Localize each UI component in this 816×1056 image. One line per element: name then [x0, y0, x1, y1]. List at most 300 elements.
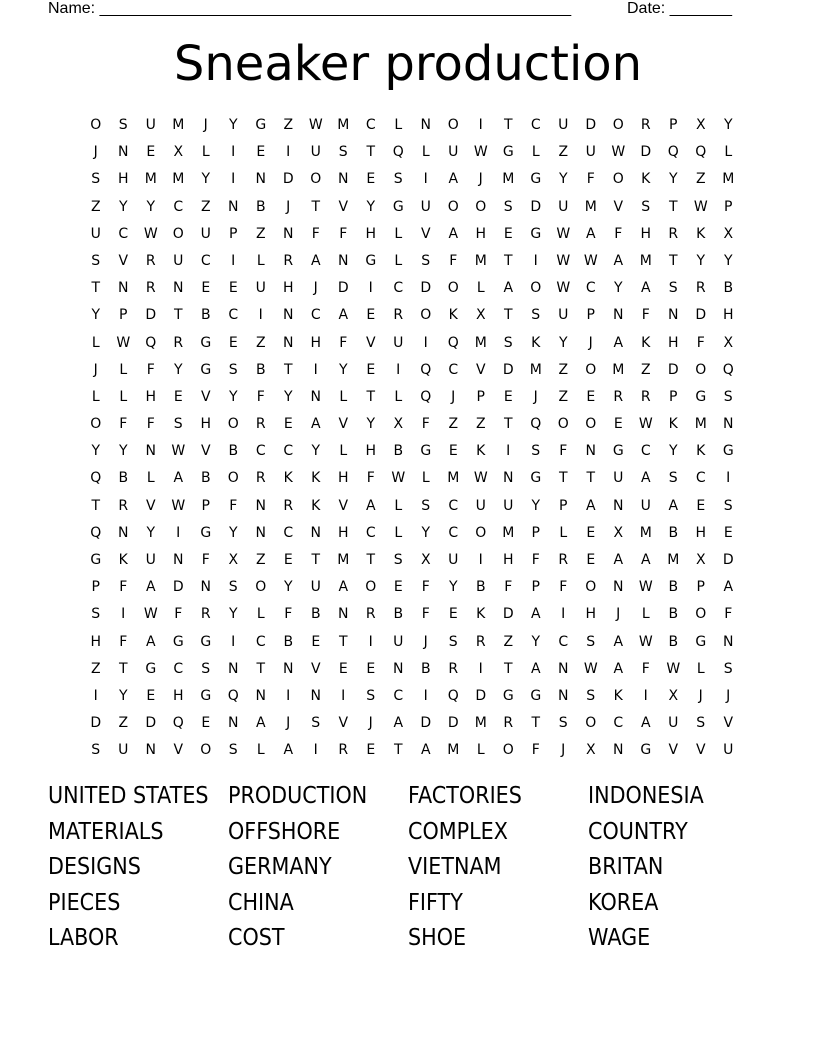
grid-cell[interactable]: S — [503, 334, 513, 351]
grid-cell[interactable]: F — [504, 579, 513, 596]
grid-cell[interactable]: L — [394, 252, 403, 269]
grid-cell[interactable]: H — [282, 280, 294, 297]
grid-cell[interactable]: I — [121, 606, 126, 623]
grid-cell[interactable]: U — [585, 144, 596, 161]
grid-cell[interactable]: C — [365, 524, 376, 541]
grid-cell[interactable]: J — [368, 715, 373, 732]
grid-cell[interactable]: D — [475, 687, 487, 704]
grid-cell[interactable]: Q — [447, 687, 459, 704]
grid-cell[interactable]: K — [531, 334, 541, 351]
grid-cell[interactable]: A — [283, 742, 294, 759]
grid-cell[interactable]: L — [641, 606, 650, 623]
grid-cell[interactable]: B — [668, 606, 679, 623]
grid-cell[interactable]: S — [201, 660, 211, 677]
grid-cell[interactable]: F — [559, 443, 568, 460]
grid-cell[interactable]: S — [366, 687, 376, 704]
grid-cell[interactable]: N — [558, 687, 569, 704]
grid-cell[interactable]: C — [228, 307, 239, 324]
grid-cell[interactable]: B — [118, 470, 129, 487]
grid-cell[interactable]: R — [200, 606, 211, 623]
grid-cell[interactable]: T — [311, 552, 321, 568]
grid-cell[interactable]: U — [558, 198, 569, 215]
grid-cell[interactable]: H — [145, 388, 157, 405]
grid-cell[interactable]: E — [586, 552, 596, 568]
grid-cell[interactable]: I — [231, 171, 236, 188]
grid-cell[interactable]: D — [502, 606, 514, 623]
grid-cell[interactable]: H — [695, 524, 707, 541]
grid-cell[interactable]: V — [118, 252, 129, 269]
grid-cell[interactable]: B — [668, 524, 679, 541]
grid-cell[interactable]: H — [722, 307, 734, 324]
grid-cell[interactable]: Y — [146, 198, 156, 215]
grid-cell[interactable]: C — [283, 443, 294, 460]
grid-cell[interactable]: O — [227, 470, 239, 487]
grid-cell[interactable]: D — [420, 715, 432, 732]
grid-cell[interactable]: Q — [392, 144, 404, 161]
grid-cell[interactable]: S — [91, 252, 101, 269]
grid-cell[interactable]: S — [91, 742, 101, 759]
grid-cell[interactable]: Q — [145, 334, 157, 351]
grid-cell[interactable]: U — [118, 742, 129, 759]
grid-cell[interactable]: A — [145, 579, 156, 596]
grid-cell[interactable]: O — [310, 171, 322, 188]
grid-cell[interactable]: E — [338, 660, 348, 677]
grid-cell[interactable]: N — [173, 552, 184, 568]
grid-cell[interactable]: M — [502, 171, 515, 188]
grid-cell[interactable]: E — [283, 416, 293, 433]
grid-cell[interactable]: P — [531, 524, 540, 541]
grid-cell[interactable]: O — [365, 579, 377, 596]
grid-cell[interactable]: J — [533, 388, 538, 405]
grid-cell[interactable]: A — [145, 633, 156, 650]
grid-cell[interactable]: B — [723, 280, 734, 297]
grid-cell[interactable]: N — [723, 416, 734, 433]
grid-cell[interactable]: Q — [227, 687, 239, 704]
grid-cell[interactable]: V — [310, 660, 321, 677]
grid-cell[interactable]: N — [283, 334, 294, 351]
grid-cell[interactable]: F — [531, 552, 540, 568]
grid-cell[interactable]: C — [283, 524, 294, 541]
grid-cell[interactable]: X — [695, 117, 706, 133]
grid-cell[interactable]: X — [695, 552, 706, 568]
grid-cell[interactable]: O — [172, 225, 184, 242]
grid-cell[interactable]: C — [448, 497, 459, 514]
grid-cell[interactable]: E — [201, 280, 211, 297]
grid-cell[interactable]: P — [559, 497, 568, 514]
grid-cell[interactable]: T — [256, 660, 266, 677]
grid-cell[interactable]: J — [423, 633, 428, 650]
grid-cell[interactable]: M — [337, 552, 350, 568]
grid-cell[interactable]: H — [502, 552, 514, 568]
grid-cell[interactable]: L — [724, 144, 733, 161]
grid-cell[interactable]: E — [723, 524, 733, 541]
grid-cell[interactable]: J — [726, 687, 731, 704]
grid-cell[interactable]: O — [530, 280, 542, 297]
grid-cell[interactable]: K — [118, 552, 128, 568]
grid-cell[interactable]: H — [90, 633, 102, 650]
grid-cell[interactable]: Z — [90, 198, 101, 215]
grid-cell[interactable]: W — [611, 144, 626, 161]
grid-cell[interactable]: G — [200, 633, 212, 650]
grid-cell[interactable]: Z — [558, 144, 569, 161]
grid-cell[interactable]: A — [365, 497, 376, 514]
grid-cell[interactable]: K — [641, 334, 651, 351]
grid-cell[interactable]: Y — [91, 443, 101, 460]
grid-cell[interactable]: R — [503, 715, 514, 732]
grid-cell[interactable]: A — [255, 715, 266, 732]
grid-cell[interactable]: I — [231, 144, 236, 161]
grid-cell[interactable]: K — [448, 307, 458, 324]
grid-cell[interactable]: F — [146, 416, 155, 433]
grid-cell[interactable]: I — [176, 524, 181, 541]
grid-cell[interactable]: F — [339, 225, 348, 242]
grid-cell[interactable]: O — [695, 606, 707, 623]
grid-cell[interactable]: G — [502, 144, 514, 161]
grid-cell[interactable]: Q — [722, 361, 734, 378]
grid-cell[interactable]: A — [640, 280, 651, 297]
grid-cell[interactable]: B — [310, 606, 321, 623]
grid-cell[interactable]: M — [474, 252, 487, 269]
grid-cell[interactable]: Z — [255, 225, 266, 242]
grid-cell[interactable]: R — [365, 606, 376, 623]
grid-cell[interactable]: N — [255, 687, 266, 704]
grid-cell[interactable]: C — [393, 687, 404, 704]
grid-cell[interactable]: S — [668, 470, 678, 487]
grid-cell[interactable]: C — [558, 633, 569, 650]
grid-cell[interactable]: E — [448, 606, 458, 623]
grid-cell[interactable]: N — [255, 524, 266, 541]
grid-cell[interactable]: A — [640, 470, 651, 487]
grid-cell[interactable]: N — [145, 443, 156, 460]
grid-cell[interactable]: O — [90, 416, 102, 433]
grid-cell[interactable]: T — [503, 117, 513, 133]
grid-cell[interactable]: G — [255, 117, 267, 133]
grid-cell[interactable]: F — [174, 606, 183, 623]
grid-cell[interactable]: F — [641, 660, 650, 677]
grid-cell[interactable]: I — [478, 117, 483, 133]
grid-cell[interactable]: L — [146, 470, 155, 487]
grid-cell[interactable]: R — [173, 334, 184, 351]
grid-cell[interactable]: V — [420, 225, 431, 242]
grid-cell[interactable]: X — [668, 687, 679, 704]
grid-cell[interactable]: B — [420, 660, 431, 677]
grid-cell[interactable]: V — [613, 198, 624, 215]
grid-cell[interactable]: F — [284, 606, 293, 623]
grid-cell[interactable]: G — [530, 687, 542, 704]
grid-cell[interactable]: U — [90, 225, 101, 242]
grid-cell[interactable]: H — [365, 443, 377, 460]
grid-cell[interactable]: B — [200, 307, 211, 324]
grid-cell[interactable]: F — [421, 416, 430, 433]
grid-cell[interactable]: V — [173, 742, 184, 759]
grid-cell[interactable]: J — [286, 198, 291, 215]
grid-cell[interactable]: P — [724, 198, 733, 215]
grid-cell[interactable]: R — [640, 117, 651, 133]
grid-cell[interactable]: U — [503, 497, 514, 514]
grid-cell[interactable]: S — [723, 497, 733, 514]
grid-cell[interactable]: H — [337, 470, 349, 487]
grid-cell[interactable]: E — [586, 524, 596, 541]
grid-cell[interactable]: A — [613, 334, 624, 351]
grid-cell[interactable]: F — [614, 225, 623, 242]
grid-cell[interactable]: V — [338, 198, 349, 215]
grid-cell[interactable]: K — [668, 416, 678, 433]
grid-cell[interactable]: F — [119, 416, 128, 433]
grid-cell[interactable]: D — [667, 361, 679, 378]
grid-cell[interactable]: R — [475, 633, 486, 650]
grid-cell[interactable]: D — [90, 715, 102, 732]
grid-cell[interactable]: B — [668, 633, 679, 650]
grid-cell[interactable]: O — [200, 742, 212, 759]
grid-cell[interactable]: D — [282, 171, 294, 188]
grid-cell[interactable]: I — [561, 606, 566, 623]
grid-cell[interactable]: E — [228, 334, 238, 351]
grid-cell[interactable]: J — [286, 715, 291, 732]
grid-cell[interactable]: T — [91, 497, 101, 514]
grid-cell[interactable]: Z — [558, 361, 569, 378]
grid-cell[interactable]: I — [478, 660, 483, 677]
grid-cell[interactable]: V — [145, 497, 156, 514]
grid-cell[interactable]: M — [612, 361, 625, 378]
grid-cell[interactable]: N — [228, 660, 239, 677]
grid-cell[interactable]: S — [91, 171, 101, 188]
grid-cell[interactable]: Z — [448, 416, 459, 433]
grid-cell[interactable]: C — [613, 715, 624, 732]
grid-cell[interactable]: R — [255, 416, 266, 433]
grid-cell[interactable]: A — [448, 171, 459, 188]
grid-cell[interactable]: N — [200, 579, 211, 596]
grid-cell[interactable]: Q — [667, 144, 679, 161]
grid-cell[interactable]: V — [338, 497, 349, 514]
grid-cell[interactable]: C — [255, 443, 266, 460]
grid-cell[interactable]: E — [503, 388, 513, 405]
grid-cell[interactable]: F — [229, 497, 238, 514]
grid-cell[interactable]: E — [366, 361, 376, 378]
grid-cell[interactable]: U — [613, 470, 624, 487]
grid-cell[interactable]: F — [531, 742, 540, 759]
grid-cell[interactable]: I — [231, 633, 236, 650]
grid-cell[interactable]: D — [447, 715, 459, 732]
grid-cell[interactable]: B — [228, 443, 239, 460]
grid-cell[interactable]: B — [283, 633, 294, 650]
grid-cell[interactable]: B — [200, 470, 211, 487]
grid-cell[interactable]: M — [337, 117, 350, 133]
grid-cell[interactable]: N — [503, 470, 514, 487]
grid-cell[interactable]: U — [448, 552, 459, 568]
grid-cell[interactable]: R — [668, 225, 679, 242]
grid-cell[interactable]: E — [173, 388, 183, 405]
grid-cell[interactable]: E — [311, 633, 321, 650]
grid-cell[interactable]: F — [119, 633, 128, 650]
grid-cell[interactable]: G — [200, 334, 212, 351]
grid-cell[interactable]: N — [613, 579, 624, 596]
grid-cell[interactable]: A — [338, 307, 349, 324]
grid-cell[interactable]: O — [612, 117, 624, 133]
grid-cell[interactable]: N — [613, 742, 624, 759]
grid-cell[interactable]: M — [172, 171, 185, 188]
grid-cell[interactable]: R — [640, 388, 651, 405]
grid-cell[interactable]: G — [90, 552, 102, 568]
grid-cell[interactable]: Z — [118, 715, 129, 732]
grid-cell[interactable]: I — [341, 687, 346, 704]
grid-cell[interactable]: A — [613, 633, 624, 650]
grid-cell[interactable]: V — [200, 388, 211, 405]
grid-cell[interactable]: A — [393, 715, 404, 732]
grid-cell[interactable]: T — [366, 144, 376, 161]
grid-cell[interactable]: M — [172, 117, 185, 133]
grid-cell[interactable]: Q — [90, 524, 102, 541]
grid-cell[interactable]: B — [393, 443, 404, 460]
grid-cell[interactable]: L — [531, 144, 540, 161]
grid-cell[interactable]: K — [641, 171, 651, 188]
grid-cell[interactable]: S — [393, 552, 403, 568]
grid-cell[interactable]: S — [91, 606, 101, 623]
grid-cell[interactable]: S — [723, 660, 733, 677]
grid-cell[interactable]: C — [173, 198, 184, 215]
grid-cell[interactable]: E — [586, 388, 596, 405]
grid-cell[interactable]: Z — [255, 334, 266, 351]
grid-cell[interactable]: F — [421, 606, 430, 623]
grid-cell[interactable]: S — [311, 715, 321, 732]
grid-cell[interactable]: Y — [421, 524, 431, 541]
grid-cell[interactable]: N — [613, 497, 624, 514]
grid-cell[interactable]: W — [693, 198, 708, 215]
grid-cell[interactable]: K — [476, 443, 486, 460]
grid-cell[interactable]: D — [502, 361, 514, 378]
grid-cell[interactable]: N — [228, 198, 239, 215]
grid-cell[interactable]: N — [558, 660, 569, 677]
grid-cell[interactable]: O — [475, 524, 487, 541]
grid-cell[interactable]: Y — [696, 252, 706, 269]
grid-cell[interactable]: Y — [531, 633, 541, 650]
grid-cell[interactable]: I — [423, 171, 428, 188]
grid-cell[interactable]: T — [283, 361, 293, 378]
grid-cell[interactable]: L — [119, 361, 128, 378]
grid-cell[interactable]: I — [231, 252, 236, 269]
grid-cell[interactable]: J — [313, 280, 318, 297]
grid-cell[interactable]: O — [695, 361, 707, 378]
grid-cell[interactable]: W — [583, 252, 598, 269]
grid-cell[interactable]: I — [726, 470, 731, 487]
grid-cell[interactable]: X — [723, 334, 734, 351]
grid-cell[interactable]: E — [146, 687, 156, 704]
grid-cell[interactable]: L — [394, 524, 403, 541]
grid-cell[interactable]: T — [668, 198, 678, 215]
grid-cell[interactable]: Y — [283, 388, 293, 405]
grid-cell[interactable]: O — [447, 280, 459, 297]
grid-cell[interactable]: A — [723, 579, 734, 596]
grid-cell[interactable]: T — [586, 470, 596, 487]
grid-cell[interactable]: C — [448, 361, 459, 378]
grid-cell[interactable]: L — [394, 388, 403, 405]
grid-cell[interactable]: N — [338, 606, 349, 623]
grid-cell[interactable]: E — [201, 715, 211, 732]
grid-cell[interactable]: Z — [90, 660, 101, 677]
grid-cell[interactable]: M — [447, 470, 460, 487]
grid-cell[interactable]: G — [640, 742, 652, 759]
grid-cell[interactable]: E — [366, 171, 376, 188]
grid-cell[interactable]: N — [310, 524, 321, 541]
grid-cell[interactable]: R — [145, 252, 156, 269]
grid-cell[interactable]: Z — [475, 416, 486, 433]
grid-cell[interactable]: C — [585, 280, 596, 297]
grid-cell[interactable]: N — [668, 307, 679, 324]
grid-cell[interactable]: M — [639, 524, 652, 541]
grid-cell[interactable]: F — [421, 579, 430, 596]
grid-cell[interactable]: W — [556, 280, 571, 297]
grid-cell[interactable]: Y — [613, 280, 623, 297]
grid-cell[interactable]: T — [393, 742, 403, 759]
grid-cell[interactable]: T — [311, 198, 321, 215]
grid-cell[interactable]: Y — [91, 307, 101, 324]
grid-cell[interactable]: S — [173, 416, 183, 433]
grid-cell[interactable]: S — [421, 252, 431, 269]
grid-cell[interactable]: W — [638, 579, 653, 596]
grid-cell[interactable]: S — [531, 307, 541, 324]
grid-cell[interactable]: I — [93, 687, 98, 704]
grid-cell[interactable]: N — [310, 388, 321, 405]
grid-cell[interactable]: Y — [118, 443, 128, 460]
grid-cell[interactable]: O — [585, 715, 597, 732]
grid-cell[interactable]: M — [722, 171, 735, 188]
grid-cell[interactable]: L — [559, 524, 568, 541]
grid-cell[interactable]: V — [338, 715, 349, 732]
grid-cell[interactable]: B — [255, 198, 266, 215]
grid-cell[interactable]: J — [478, 171, 483, 188]
grid-cell[interactable]: L — [476, 742, 485, 759]
grid-cell[interactable]: W — [171, 443, 186, 460]
grid-cell[interactable]: W — [583, 660, 598, 677]
grid-cell[interactable]: F — [311, 225, 320, 242]
grid-cell[interactable]: F — [559, 579, 568, 596]
grid-cell[interactable]: H — [200, 416, 212, 433]
grid-cell[interactable]: S — [393, 171, 403, 188]
grid-cell[interactable]: X — [723, 225, 734, 242]
grid-cell[interactable]: M — [144, 171, 157, 188]
grid-cell[interactable]: A — [338, 579, 349, 596]
grid-cell[interactable]: S — [641, 198, 651, 215]
grid-cell[interactable]: J — [203, 117, 208, 133]
grid-cell[interactable]: G — [695, 388, 707, 405]
grid-cell[interactable]: J — [561, 742, 566, 759]
grid-cell[interactable]: A — [585, 225, 596, 242]
grid-cell[interactable]: S — [558, 715, 568, 732]
grid-cell[interactable]: O — [585, 361, 597, 378]
grid-cell[interactable]: K — [311, 470, 321, 487]
grid-cell[interactable]: Y — [311, 443, 321, 460]
grid-cell[interactable]: E — [256, 144, 266, 161]
grid-cell[interactable]: T — [366, 388, 376, 405]
grid-cell[interactable]: A — [613, 552, 624, 568]
grid-cell[interactable]: I — [396, 361, 401, 378]
grid-cell[interactable]: H — [585, 606, 597, 623]
grid-cell[interactable]: C — [310, 307, 321, 324]
grid-cell[interactable]: N — [585, 443, 596, 460]
grid-cell[interactable]: R — [283, 497, 294, 514]
grid-cell[interactable]: D — [585, 117, 597, 133]
grid-cell[interactable]: J — [93, 361, 98, 378]
grid-cell[interactable]: E — [393, 579, 403, 596]
grid-cell[interactable]: D — [722, 552, 734, 568]
grid-cell[interactable]: Z — [640, 361, 651, 378]
grid-cell[interactable]: C — [255, 633, 266, 650]
grid-cell[interactable]: I — [286, 687, 291, 704]
grid-cell[interactable]: H — [310, 334, 322, 351]
grid-cell[interactable]: Y — [668, 443, 678, 460]
grid-cell[interactable]: Q — [530, 416, 542, 433]
grid-cell[interactable]: F — [339, 334, 348, 351]
grid-cell[interactable]: M — [584, 198, 597, 215]
